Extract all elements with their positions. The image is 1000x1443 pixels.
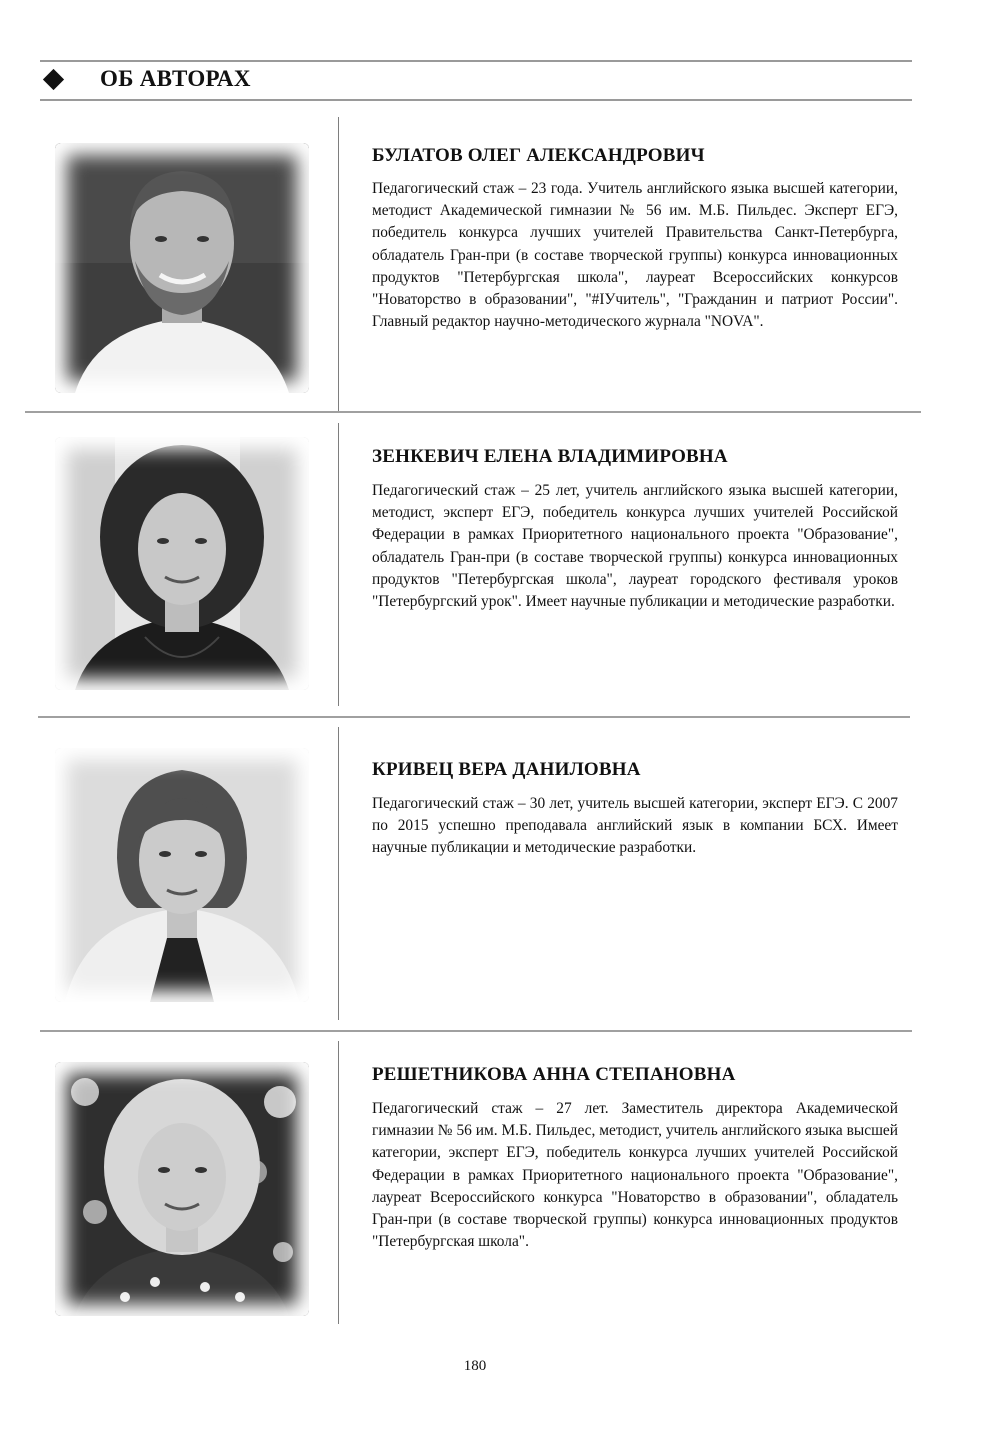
author-photo-krivets: [55, 748, 309, 1002]
header-bottom-rule: [40, 99, 912, 101]
section-divider: [40, 1030, 912, 1032]
column-divider: [338, 727, 339, 1020]
author-name: РЕШЕТНИКОВА АННА СТЕПАНОВНА: [372, 1064, 736, 1085]
column-divider: [338, 117, 339, 412]
author-bio: Педагогический стаж – 23 года. Учитель английского языка высшей категории, методист Академической гимназии № 56 им. М.Б. Пильдес. Эксперт ЕГЭ, победитель конкурса лучших учителей Правительства Санкт-Петербурга, обладатель Гран-при (в составе творческой группы) конкурса инновационных продуктов "Петербургская школа", лауреат Всероссийских конкурсов "Новаторство в образовании", "#IУчитель", "Гражданин и патриот России". Главный редактор научно-методического журнала "NOVA".: [372, 180, 898, 331]
page-number: 180: [463, 1358, 487, 1374]
page-title: ОБ АВТОРАХ: [100, 66, 251, 91]
diamond-bullet-icon: [43, 69, 64, 90]
column-divider: [338, 423, 339, 706]
section-divider: [38, 716, 910, 718]
author-name: КРИВЕЦ ВЕРА ДАНИЛОВНА: [372, 759, 641, 780]
author-name: ЗЕНКЕВИЧ ЕЛЕНА ВЛАДИМИРОВНА: [372, 446, 728, 467]
author-photo-reshetnikova: [55, 1062, 309, 1316]
author-photo-zenkevich: [55, 437, 309, 690]
author-bio: Педагогический стаж – 27 лет. Заместитель директора Академической гимназии № 56 им. М.Б. Пильдес, методист, учитель английского языка высшей категории, эксперт ЕГЭ, победитель конкурса лучших учителей Российской Федерации в рамках Приоритетного национального проекта "Образование", лауреат Всероссийского конкурса "Новаторство в образовании", обладатель Гран-при (в составе творческой группы) конкурса инновационных продуктов "Петербургская школа".: [372, 1100, 898, 1251]
author-bio: Педагогический стаж – 25 лет, учитель английского языка высшей категории, методист, эксперт ЕГЭ, победитель конкурса лучших учителей Российской Федерации в рамках Приоритетного национального проекта "Образование", обладатель Гран-при (в составе творческой группы) конкурса инновационных продуктов "Петербургская школа", лауреат городского фестиваля уроков "Петербургский урок". Имеет научные публикации и методические разработки.: [372, 482, 898, 611]
column-divider: [338, 1041, 339, 1324]
section-divider: [25, 411, 921, 413]
author-name: БУЛАТОВ ОЛЕГ АЛЕКСАНДРОВИЧ: [372, 145, 705, 166]
author-bio: Педагогический стаж – 30 лет, учитель высшей категории, эксперт ЕГЭ. С 2007 по 2015 успешно преподавала английский язык в компании БСХ. Имеет научные публикации и методические разработки.: [372, 795, 898, 857]
header-top-rule: [40, 60, 912, 62]
author-photo-bulatov: [55, 143, 309, 393]
